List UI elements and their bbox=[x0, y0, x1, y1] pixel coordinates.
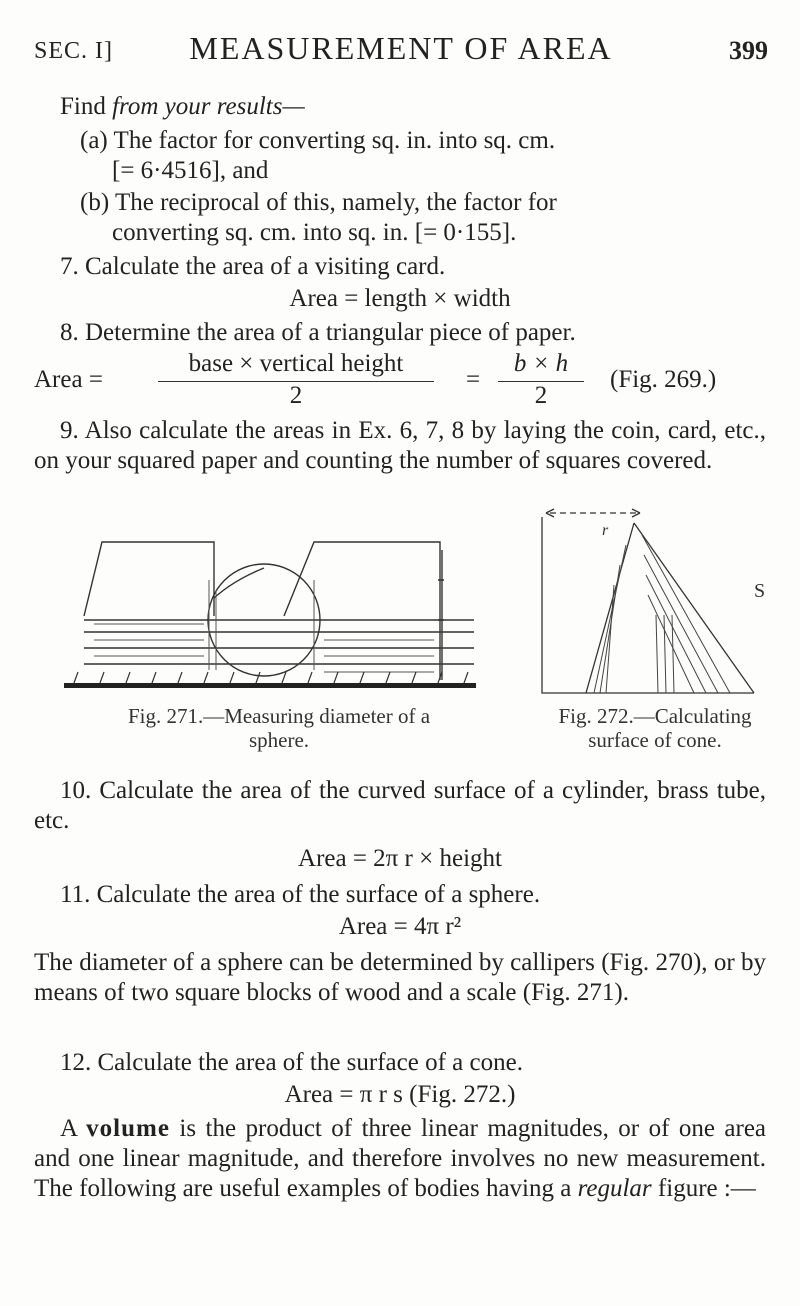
fraction-2-numerator: b × h bbox=[513, 350, 569, 377]
exercise-10: 10. Calculate the area of the curved surface of a cylinder, brass tube, etc. bbox=[34, 777, 766, 834]
radius-label: r bbox=[602, 522, 609, 539]
exercise-11: 11. Calculate the area of the surface of a sphere. bbox=[60, 881, 541, 908]
figure-271-caption bbox=[64, 704, 494, 752]
area-label: Area = bbox=[34, 366, 103, 393]
figure-272-caption bbox=[520, 704, 790, 752]
volume-body: is the product of three linear magnitudes, or of one area and one linear magnitude, and therefore involves no new measurement. The following are useful examples of bodies having a bbox=[34, 1115, 767, 1202]
figure-272-cone bbox=[530, 505, 780, 700]
item-b-line2: converting sq. cm. into sq. in. [= 0·155]. bbox=[112, 219, 517, 246]
page-number: 399 bbox=[729, 36, 768, 65]
figure-272-caption-line1: Fig. 272.—Calculating bbox=[558, 704, 752, 728]
exercise-12: 12. Calculate the area of the surface of a cone. bbox=[60, 1049, 523, 1076]
exercise-9: 9. Also calculate the areas in Ex. 6, 7, 8 by laying the coin, card, etc., on your squared paper and counting the number of squares covered. bbox=[34, 417, 766, 474]
figure-reference: (Fig. 269.) bbox=[610, 366, 717, 393]
item-a-line2: [= 6·4516], and bbox=[112, 157, 269, 184]
volume-lead: A bbox=[60, 1115, 77, 1142]
volume-keyword: volume bbox=[86, 1115, 170, 1142]
exercise-12-formula: Area = π r s (Fig. 272.) bbox=[284, 1081, 516, 1108]
figure-271-caption-line1: Fig. 271.—Measuring diameter of a bbox=[127, 704, 431, 728]
volume-end: figure :— bbox=[657, 1175, 756, 1202]
fraction-1-numerator: base × vertical height bbox=[188, 350, 404, 377]
fraction-2-denominator: 2 bbox=[534, 382, 548, 409]
intro-emphasis: from your results— bbox=[112, 93, 305, 120]
section-label: SEC. I] bbox=[34, 38, 113, 64]
figure-272-caption-line2: surface of cone. bbox=[588, 728, 722, 752]
figure-271-sphere-measurement bbox=[64, 520, 494, 696]
running-header bbox=[34, 30, 768, 70]
exercise-7-formula: Area = length × width bbox=[289, 285, 511, 312]
exercise-11-formula: Area = 4π r² bbox=[338, 913, 462, 940]
exercise-7: 7. Calculate the area of a visiting card. bbox=[60, 253, 446, 280]
intro-lead: Find bbox=[60, 93, 106, 120]
item-b-line1: (b) The reciprocal of this, namely, the factor for bbox=[80, 189, 557, 216]
exercise-10-formula: Area = 2π r × height bbox=[298, 845, 502, 872]
intro-line bbox=[60, 92, 305, 122]
paragraph-volume bbox=[34, 1114, 766, 1204]
volume-emphasis: regular bbox=[577, 1175, 652, 1202]
equals-sign: = bbox=[466, 366, 481, 393]
paragraph-sphere-diameter: The diameter of a sphere can be determined by callipers (Fig. 270), or by means of two square blocks of wood and a scale (Fig. 271). bbox=[34, 949, 766, 1006]
fraction-1-denominator: 2 bbox=[289, 382, 303, 409]
slant-label: S bbox=[754, 580, 766, 602]
exercise-8: 8. Determine the area of a triangular piece of paper. bbox=[60, 319, 576, 346]
item-a-line1: (a) The factor for converting sq. in. into sq. cm. bbox=[80, 127, 556, 154]
page-title: MEASUREMENT OF AREA bbox=[189, 30, 613, 66]
figure-271-caption-line2: sphere. bbox=[248, 728, 310, 752]
